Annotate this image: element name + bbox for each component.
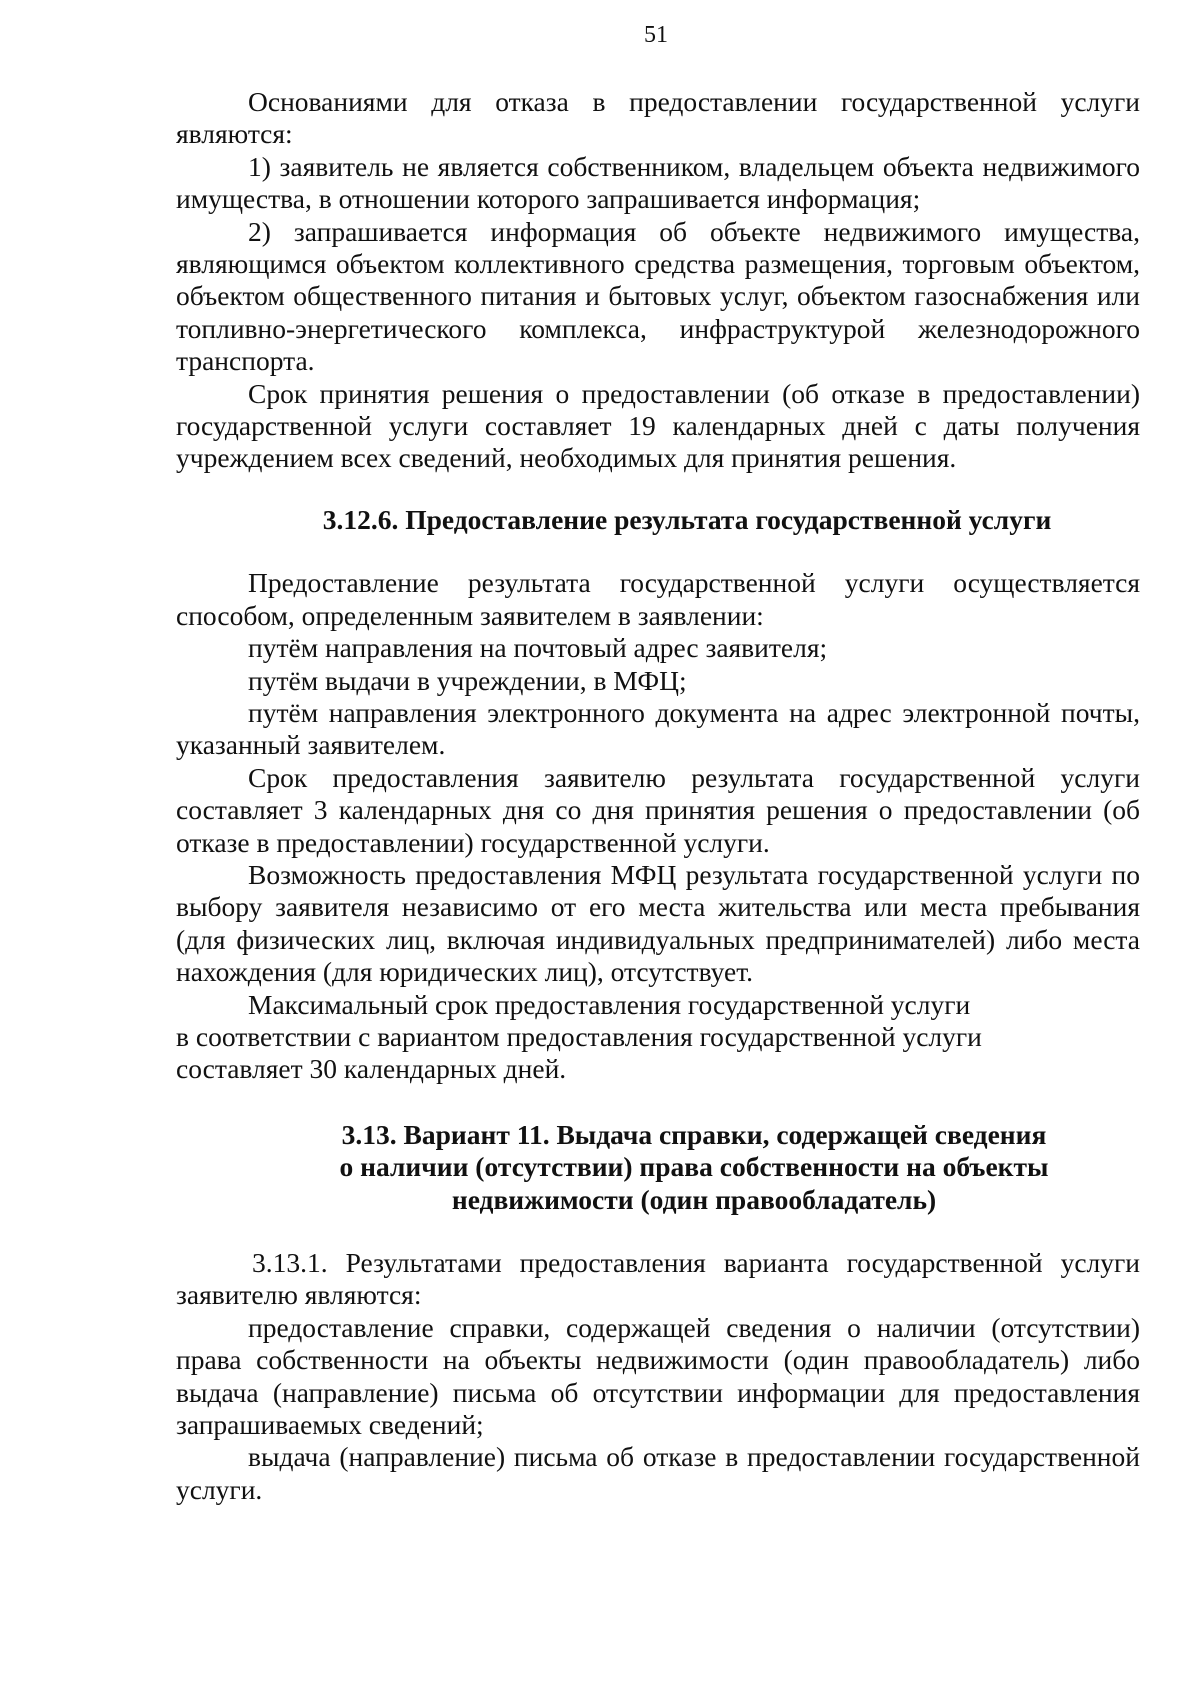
paragraph-result-delivery: Предоставление результата государственной услуги осуществляется способом, определенным заявителем в заявлении: xyxy=(176,567,1140,631)
paragraph-certificate: предоставление справки, содержащей сведения о наличии (отсутствии) права собственности на объекты недвижимости (один правообладатель) либо выдача (направление) письма об отсутствии информации для предоставления запрашиваемых сведений; xyxy=(176,1311,1140,1441)
paragraph-refusal-reason-2: 2) запрашивается информация об объекте недвижимого имущества, являющимся объектом коллективного средства размещения, торговым объектом, объектом общественного питания и бытовых услуг, объектом газоснабжения или топливно-энергетического комплекса, инфраструктурой железнодорожного транспорта. xyxy=(176,215,1140,377)
paragraph-refusal-reason-1: 1) заявитель не является собственником, владельцем объекта недвижимого имущества, в отношении которого запрашивается информация; xyxy=(176,150,1140,215)
paragraph-decision-term: Срок принятия решения о предоставлении (об отказе в предоставлении) государственной услуги составляет 19 календарных дней с даты получения учреждением всех сведений, необходимых для принятия решения. xyxy=(176,377,1140,474)
paragraph-max-term-line-3: составляет 30 календарных дней. xyxy=(176,1053,567,1085)
paragraph-max-term-line-1: Максимальный срок предоставления государственной услуги xyxy=(248,988,971,1020)
paragraph-refusal-letter: выдача (направление) письма об отказе в предоставлении государственной услуги. xyxy=(176,1441,1140,1505)
section-heading-3-13-line-3: недвижимости (один правообладатель) xyxy=(451,1183,937,1215)
list-item-office: путём выдачи в учреждении, в МФЦ; xyxy=(248,664,687,696)
list-item-email: путём направления электронного документа на адрес электронной почты, указанный заявителем. xyxy=(176,696,1140,761)
section-heading-3-13-line-1: 3.13. Вариант 11. Выдача справки, содержащей сведения xyxy=(341,1118,1047,1150)
list-item-postal: путём направления на почтовый адрес заявителя; xyxy=(248,632,828,664)
paragraph-max-term-line-2: в соответствии с вариантом предоставления государственной услуги xyxy=(176,1020,982,1052)
document-body xyxy=(176,86,1140,1506)
paragraph-3-13-1: 3.13.1. Результатами предоставления варианта государственной услуги заявителю являются: xyxy=(176,1247,1140,1311)
paragraph-delivery-term: Срок предоставления заявителю результата государственной услуги составляет 3 календарных дня со дня принятия решения о предоставлении (об отказе в предоставлении) государственной услуги. xyxy=(176,761,1140,858)
section-heading-3-13-line-2: о наличии (отсутствии) права собственности на объекты xyxy=(339,1151,1049,1183)
section-heading-3-13 xyxy=(176,1119,1140,1216)
paragraph-refusal-grounds: Основаниями для отказа в предоставлении государственной услуги являются: xyxy=(176,86,1140,150)
page-number: 51 xyxy=(644,22,668,48)
paragraph-mfc-possibility: Возможность предоставления МФЦ результата государственной услуги по выбору заявителя независимо от его места жительства или места пребывания (для физических лиц, включая индивидуальных предпринимателей) либо места нахождения (для юридических лиц), отсутствует. xyxy=(176,858,1140,988)
section-heading-3-12-6: 3.12.6. Предоставление результата государственной услуги xyxy=(322,503,1052,535)
